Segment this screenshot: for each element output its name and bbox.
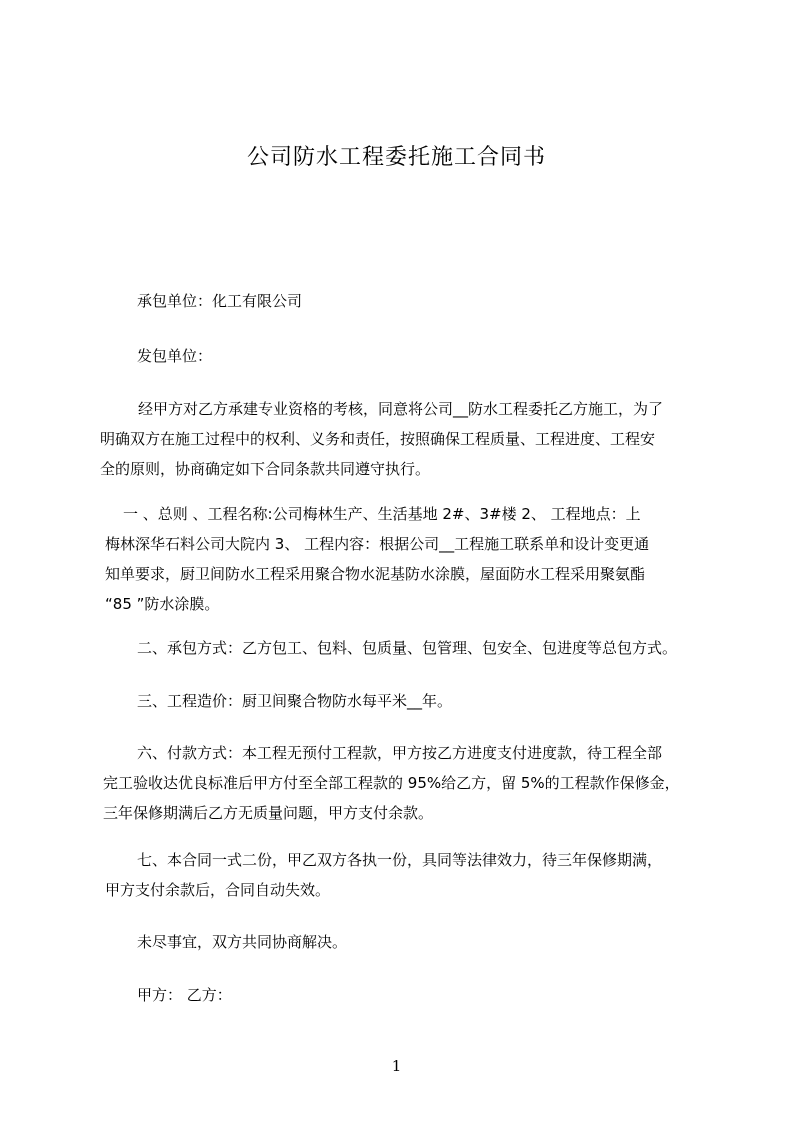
general-paragraph	[105, 499, 649, 619]
method-paragraph	[137, 633, 677, 663]
other-paragraph	[137, 927, 347, 957]
payment-paragraph	[103, 738, 680, 828]
contractor-line: 承包单位：化工有限公司	[137, 292, 303, 310]
signature-paragraph	[137, 980, 232, 1010]
signature-line: 甲方： 乙方：	[137, 986, 232, 1004]
intro-paragraph	[100, 394, 663, 484]
payment-line: 六、付款方式：本工程无预付工程款，甲方按乙方进度支付进度款，待工程全部	[137, 744, 663, 762]
general-line: 一 、总则 、工程名称:公司梅林生产、生活基地 2#、3#楼 2、 工程地点：上	[123, 505, 641, 523]
intro-line: 经甲方对乙方承建专业资格的考核，同意将公司__防水工程委托乙方施工，为了	[138, 400, 664, 418]
document-title: 公司防水工程委托施工合同书	[246, 145, 546, 170]
client-line: 发包单位：	[137, 347, 213, 365]
page-number: 1	[391, 1057, 402, 1075]
copies-line: 七、本合同一式二份，甲乙双方各执一份，具同等法律效力，待三年保修期满，	[137, 851, 663, 869]
contractor-paragraph	[137, 286, 302, 316]
intro-line: 全的原则，协商确定如下合同条款共同遵守执行。	[100, 460, 431, 478]
cost-line: 三、工程造价：厨卫间聚合物防水每平米__年。	[137, 692, 453, 710]
intro-line: 明确双方在施工过程中的权利、义务和责任，按照确保工程质量、工程进度、工程安	[100, 430, 656, 448]
copies-paragraph	[105, 845, 662, 905]
copies-line: 甲方支付余款后，合同自动失效。	[105, 881, 331, 899]
method-line: 二、承包方式：乙方包工、包料、包质量、包管理、包安全、包进度等总包方式。	[137, 639, 678, 657]
general-line: 梅林深华石料公司大院内 3、 工程内容：根据公司__工程施工联系单和设计变更通	[105, 535, 650, 553]
payment-line: 完工验收达优良标准后甲方付至全部工程款的 95%给乙方，留 5%的工程款作保修金，	[103, 774, 680, 792]
payment-line: 三年保修期满后乙方无质量问题，甲方支付余款。	[103, 804, 434, 822]
general-line: “85 ”防水涂膜。	[105, 595, 220, 613]
client-paragraph	[137, 341, 212, 371]
cost-paragraph	[137, 686, 452, 716]
other-line: 未尽事宜，双方共同协商解决。	[137, 933, 348, 951]
general-line: 知单要求，厨卫间防水工程采用聚合物水泥基防水涂膜，屋面防水工程采用聚氨酯	[105, 565, 646, 583]
